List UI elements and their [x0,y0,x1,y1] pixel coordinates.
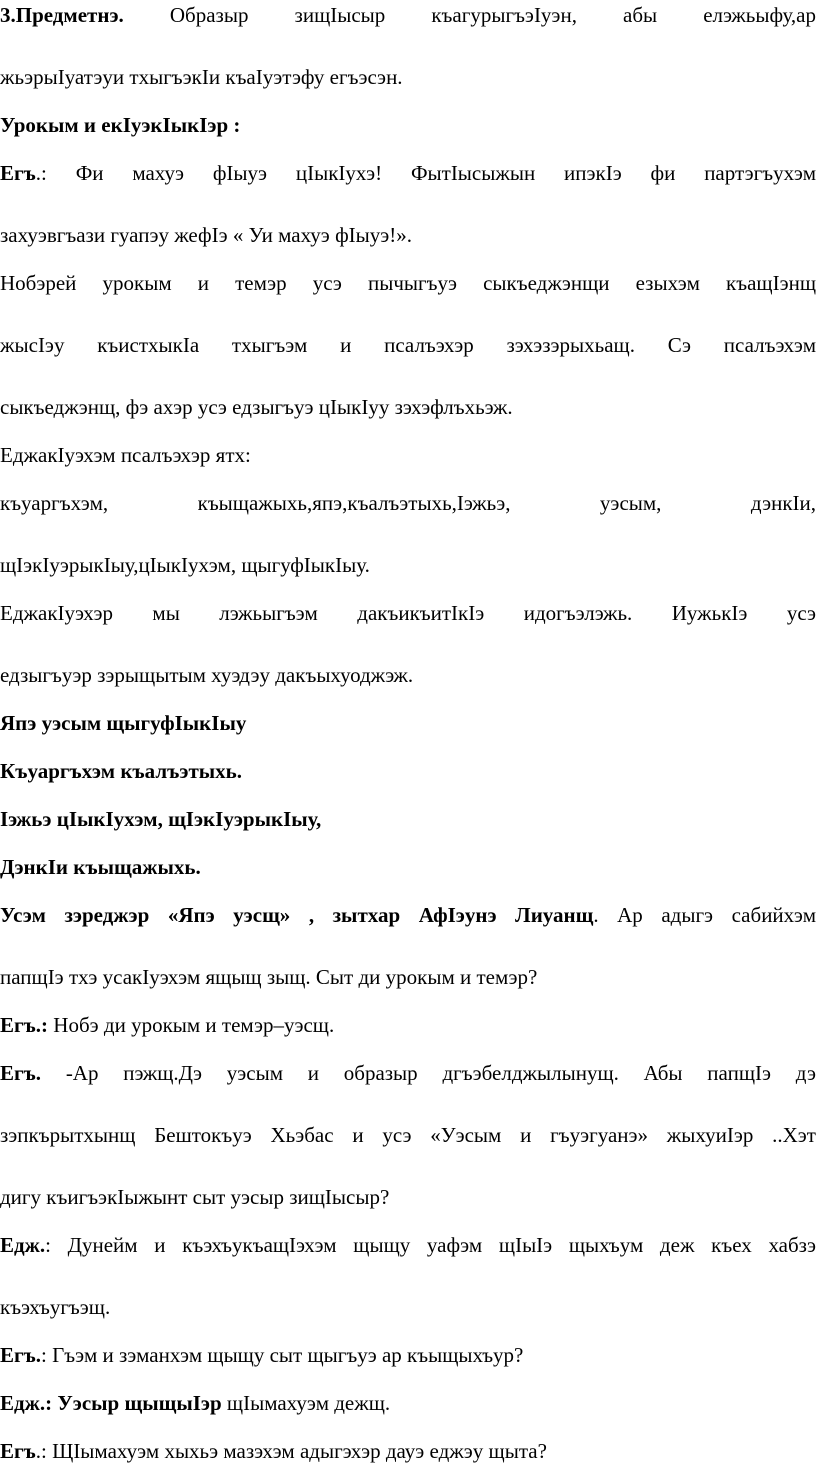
text-line: къэхъугъэщ. [0,1295,111,1319]
text-line: жьэрыIуатэуи тхыгъэкIи къаIуэтэфу егъэсэн. [0,65,403,89]
poem-line: ДэнкIи къыщажыхь. [0,855,201,879]
heading-lesson-progress: Урокым и екIуэкIыкIэр : [0,113,241,137]
text-span: щIымахуэм дежщ. [221,1391,391,1415]
text-line: захуэвгъази гуапэу жефIэ « Уи махуэ фIыуэ!». [0,223,413,247]
text-line: жысIэу къистхыкIа тхыгъэм и псалъэхэр зэхэзэрыхьащ. Сэ псалъэхэм [0,333,816,357]
paragraph-students-write: ЕджакIуэхэм псалъэхэр ятх: [0,443,251,467]
text-line: дигу къигъэкIыжынт сыт уэсыр зищIысыр? [0,1185,390,1209]
speaker-label: Егъ [0,1439,36,1463]
text-line: сыкъеджэнщ, фэ ахэр усэ едзыгъуэ цIыкIуу зэхэфлъхьэж. [0,395,513,419]
speaker-label: Егъ.: [0,1013,49,1037]
text-span: .: Фи махуэ фIыуэ цIыкIухэ! ФытIысыжын ипэкIэ фи партэгъухэм [35,161,816,185]
text-span: : Дунейм и къэхъукъащIэхэм щыщу уафэм щIыIэ щыхъум деж къех хабзэ [45,1233,816,1257]
speaker-label: Едж. [0,1233,46,1257]
text-line [0,1230,816,1292]
paragraph-student-winter [0,1388,816,1419]
poem-line: Япэ уэсым щыгуфIыкIыу [0,711,247,735]
paragraph-students-work [0,598,816,691]
paragraph-student-answer [0,1230,816,1323]
paragraph-teacher-season [0,1340,816,1371]
paragraph-teacher-topic [0,1010,816,1041]
text-line [0,0,816,62]
text-line [0,900,816,962]
speaker-label: Егъ. [0,1061,42,1085]
text-line: папщIэ тхэ усакIуэхэм ящыщ зыщ. Сыт ди урокым и темэр? [0,965,538,989]
text-span: .: ЩIымахуэм хыхьэ мазэхэм адыгэхэр дауэ еджэу щыта? [35,1439,547,1463]
speaker-label: Егъ. [0,1343,42,1367]
paragraph-teacher-months [0,1436,816,1467]
text-span: . Ар адыгэ сабийхэм [593,903,816,927]
poem-line: Iэжьэ цIыкIухэм, щIэкIуэрыкIыу, [0,807,322,831]
text-span: Образыр зищIысыр къагурыгъэIуэн, абы елэжьыфу,ар [123,3,816,27]
poem-line: Къуаргъхэм къалъэтыхь. [0,759,243,783]
text-span: : Гъэм и зэманхэм щыщу сыт щыгъуэ ар къыщыхъур? [41,1343,524,1367]
text-line: едзыгъуэр зэрыщытым хуэдэу дакъыхуоджэж. [0,663,414,687]
poem-title-author: Усэм зэреджэр «Япэ уэсщ» , зытхар АфIэунэ Лиуанщ [0,903,594,927]
text-line: щIэкIуэрыкIыу,цIыкIухэм, щыгуфIыкIыу. [0,553,370,577]
text-line: ЕджакIуэхэр мы лэжьыгъэм дакъикъитIкIэ идогъэлэжь. ИужькIэ усэ [0,601,816,625]
speaker-label: Едж.: Уэсыр щыщыIэр [0,1391,222,1415]
paragraph-subject-goal [0,0,816,93]
paragraph-teacher-question [0,1058,816,1213]
section-label: 3.Предметнэ. [0,3,124,27]
text-line [0,1058,816,1120]
paragraph-teacher-greeting [0,158,816,251]
text-line [0,158,816,220]
text-span: -Ар пэжщ.Дэ уэсым и образыр дгъэбелджылынущ. Абы папщIэ дэ [41,1061,816,1085]
paragraph-lesson-topic [0,268,816,423]
paragraph-word-list [0,488,816,581]
text-line: къуаргъхэм, къыщажыхь,япэ,къалъэтыхь,Iэжьэ, уэсым, дэнкIи, [0,491,816,515]
paragraph-poem-author [0,900,816,993]
speaker-label: Егъ [0,161,36,185]
text-line: Нобэрей урокым и темэр усэ пычыгъуэ сыкъеджэнщи езыхэм къащIэнщ [0,271,816,295]
text-span: Нобэ ди урокым и темэр–уэсщ. [48,1013,335,1037]
text-line: зэпкърытхынщ Бештокъуэ Хьэбас и усэ «Уэсым и гъуэгуанэ» жыхуиIэр ..Хэт [0,1123,816,1147]
